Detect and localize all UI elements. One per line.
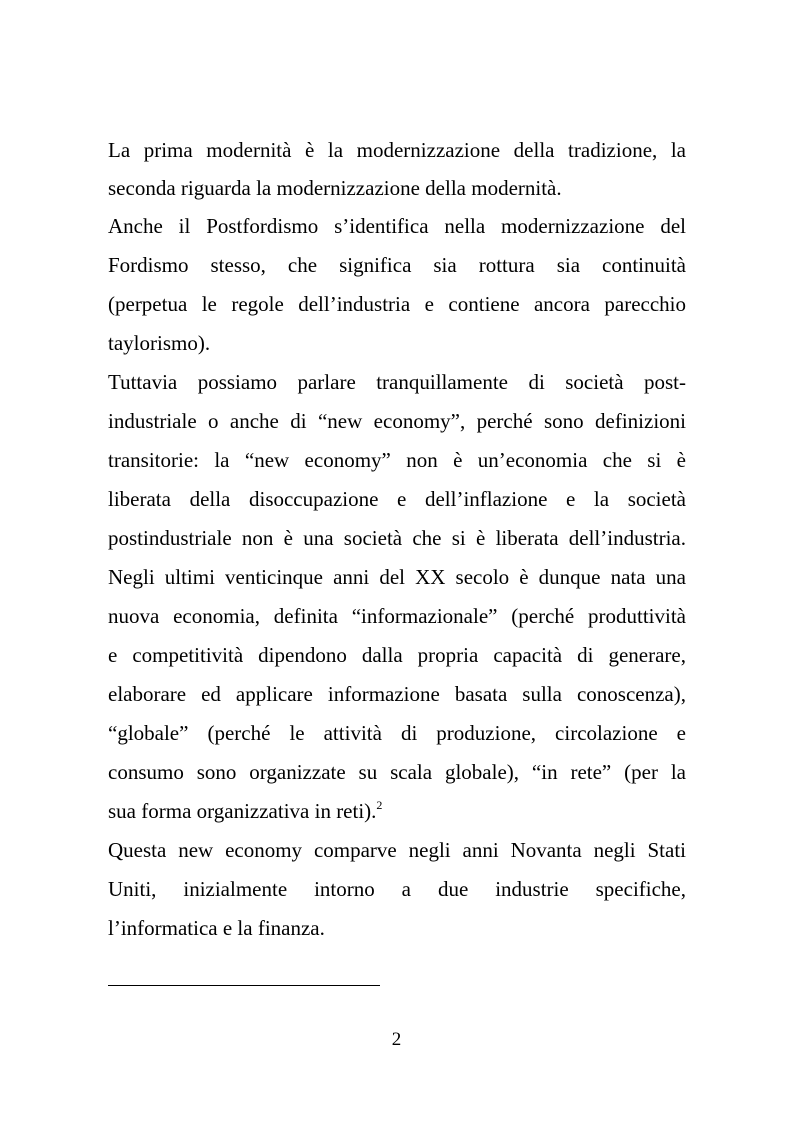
text-line: “globale” (perché le attività di produzione, circolazione e — [108, 721, 686, 745]
text-line: elaborare ed applicare informazione basata sulla conoscenza), — [108, 682, 686, 706]
text-line: transitorie: la “new economy” non è un’economia che si è — [108, 448, 686, 472]
text-line: sua forma organizzativa in reti). — [108, 799, 377, 823]
text-line: l’informatica e la finanza. — [108, 916, 325, 940]
text-line: Anche il Postfordismo s’identifica nella modernizzazione del — [108, 214, 686, 238]
text-line: Questa new economy comparve negli anni Novanta negli Stati — [108, 838, 686, 862]
text-line: taylorismo). — [108, 331, 211, 355]
text-line: nuova economia, definita “informazionale” (perché produttività — [108, 604, 686, 628]
text-line: La prima modernità è la modernizzazione della tradizione, la — [108, 138, 686, 162]
footnote-reference: 2 — [376, 798, 383, 812]
footnote-separator — [108, 985, 380, 986]
text-line: (perpetua le regole dell’industria e contiene ancora parecchio — [108, 292, 686, 316]
text-line: e competitività dipendono dalla propria capacità di generare, — [108, 643, 686, 667]
text-line: Fordismo stesso, che significa sia rottura sia continuità — [108, 253, 686, 277]
text-line: seconda riguarda la modernizzazione della modernità. — [108, 176, 562, 200]
page-number: 2 — [391, 1029, 402, 1050]
text-line: industriale o anche di “new economy”, perché sono definizioni — [108, 409, 686, 433]
text-line: Tuttavia possiamo parlare tranquillamente di società post- — [108, 370, 686, 394]
text-line: consumo sono organizzate su scala globale), “in rete” (per la — [108, 760, 686, 784]
text-line: Uniti, inizialmente intorno a due industrie specifiche, — [108, 877, 686, 901]
text-line: liberata della disoccupazione e dell’inflazione e la società — [108, 487, 686, 511]
text-line-with-footnote — [108, 797, 686, 825]
text-line: Negli ultimi venticinque anni del XX secolo è dunque nata una — [108, 565, 686, 589]
text-line: postindustriale non è una società che si è liberata dell’industria. — [108, 526, 686, 550]
